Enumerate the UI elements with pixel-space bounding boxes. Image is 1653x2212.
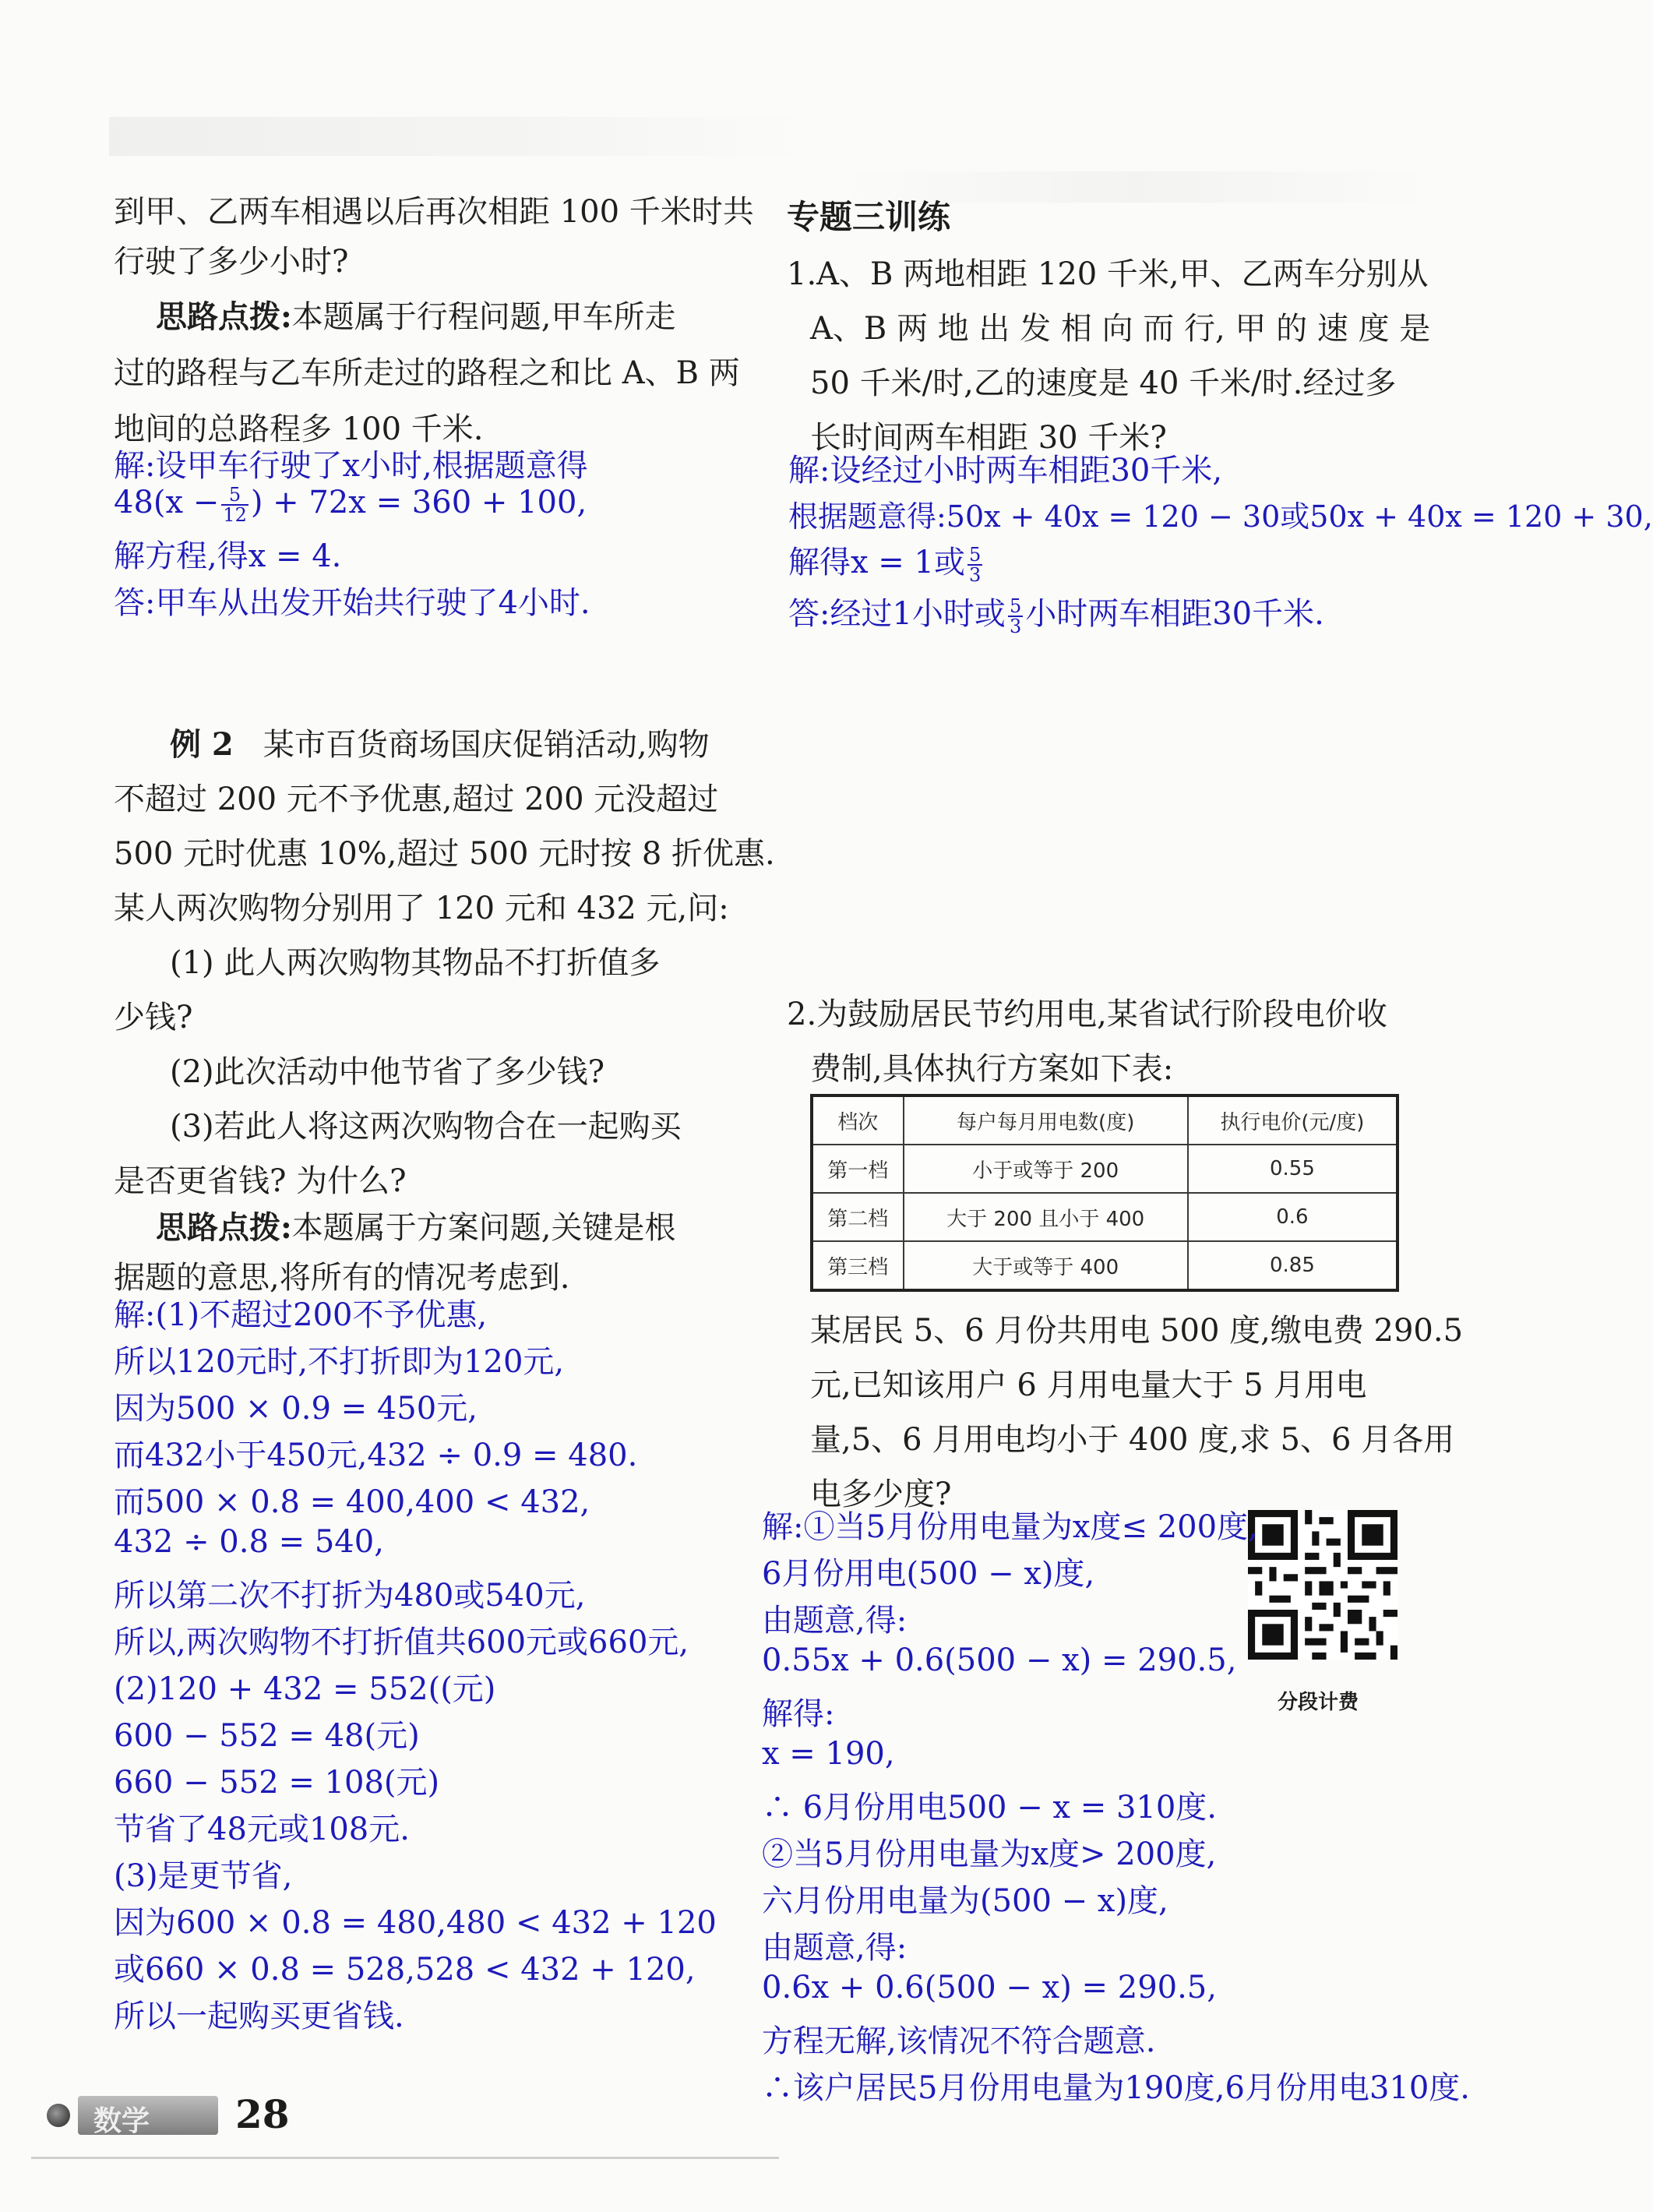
table-row	[812, 1193, 1397, 1241]
ans-q1-line-1: 解:设经过小时两车相距30千米,	[788, 453, 1223, 489]
table-cell: 大于或等于 400	[904, 1241, 1188, 1290]
table-header-row	[812, 1095, 1397, 1145]
ans-q2-line-5: 解得:	[762, 1696, 835, 1732]
hint1-line-3: 地间的总路程多 100 千米.	[114, 411, 484, 447]
ans2-line-14: 因为600 × 0.8 = 480,480 < 432 + 120	[114, 1905, 717, 1941]
frac-den: 12	[223, 504, 247, 526]
q2-line-1: 2.为鼓励居民节约用电,某省试行阶段电价收	[787, 997, 1387, 1032]
table-header: 执行电价(元/度)	[1188, 1095, 1397, 1145]
frac-num: 5	[221, 485, 248, 506]
hint1-label: 思路点拨:	[156, 298, 292, 335]
ans2-line-3: 因为500 × 0.9 = 450元,	[114, 1391, 478, 1427]
q2-more-line-3: 量,5、6 月用电均小于 400 度,求 5、6 月各用	[810, 1422, 1455, 1458]
frac-den: 3	[1009, 616, 1022, 637]
footer-bullet-icon	[47, 2104, 70, 2127]
q2-more-line-4: 电多少度?	[810, 1476, 952, 1512]
ans2-line-12: 节省了48元或108元.	[114, 1812, 410, 1847]
example2-text: 某市百货商场国庆促销活动,购物	[263, 727, 710, 763]
electricity-price-table	[810, 1094, 1399, 1292]
ans-q1-d-prefix: 答:经过1小时或	[788, 596, 1006, 632]
fraction-5-3-b	[1008, 597, 1023, 636]
ans-q1-line-3	[788, 538, 985, 584]
ans1-eq-prefix: 48(x −	[114, 485, 220, 520]
intro-line-1: 到甲、乙两车相遇以后再次相距 100 千米时共	[114, 194, 754, 230]
hint1-text: 本题属于行程问题,甲车所走	[291, 299, 676, 335]
example2-line-6: 少钱?	[114, 1000, 193, 1035]
frac-num: 5	[968, 544, 982, 566]
ans2-line-2: 所以120元时,不打折即为120元,	[114, 1344, 565, 1380]
hint1-line-1	[156, 292, 675, 337]
ans-q2-line-13: ∴该户居民5月份用电量为190度,6月份用电310度.	[762, 2070, 1471, 2106]
table-row	[812, 1145, 1397, 1193]
ans2-line-1: 解:(1)不超过200不予优惠,	[114, 1297, 488, 1333]
ans2-line-8: 所以,两次购物不打折值共600元或660元,	[114, 1625, 689, 1660]
ans-q2-line-9: 六月份用电量为(500 − x)度,	[762, 1883, 1168, 1919]
ans-q2-line-10: 由题意,得:	[762, 1930, 908, 1966]
table-cell: 第一档	[812, 1145, 904, 1193]
qr-caption: 分段计费	[1278, 1691, 1359, 1714]
frac-num: 5	[1009, 595, 1022, 617]
hint2-line-2: 据题的意思,将所有的情况考虑到.	[114, 1260, 570, 1296]
table-header: 档次	[812, 1095, 904, 1145]
q1-line-1: 1.A、B 两地相距 120 千米,甲、乙两车分别从	[787, 256, 1429, 292]
table-cell: 小于或等于 200	[904, 1145, 1188, 1193]
frac-den: 3	[968, 564, 982, 586]
hint2-text: 本题属于方案问题,关键是根	[291, 1210, 676, 1246]
ans-q1-d-suffix: 小时两车相距30千米.	[1025, 596, 1324, 632]
example2-line-9: 是否更省钱? 为什么?	[114, 1163, 407, 1199]
ans2-line-6: 432 ÷ 0.8 = 540,	[114, 1524, 384, 1560]
q2-more-line-2: 元,已知该用户 6 月用电量大于 5 月用电	[810, 1367, 1367, 1403]
ans-q2-line-4: 0.55x + 0.6(500 − x) = 290.5,	[762, 1642, 1237, 1678]
ans-q2-line-1: 解:①当5月份用电量为x度≤ 200度,	[762, 1509, 1258, 1545]
table-cell: 第三档	[812, 1241, 904, 1290]
hint2-label: 思路点拨:	[156, 1209, 292, 1246]
fraction-5-3	[967, 545, 982, 584]
footer-subject-tab	[78, 2096, 218, 2135]
ans2-line-9: (2)120 + 432 = 552((元)	[114, 1671, 496, 1707]
ans2-line-13: (3)是更节省,	[114, 1858, 293, 1894]
example2-line-3: 500 元时优惠 10%,超过 500 元时按 8 折优惠.	[114, 836, 775, 872]
ans-q2-line-3: 由题意,得:	[762, 1603, 908, 1639]
ans2-line-5: 而500 × 0.8 = 400,400 < 432,	[114, 1484, 590, 1520]
q1-line-3: 50 千米/时,乙的速度是 40 千米/时.经过多	[810, 365, 1397, 401]
ans2-line-15: 或660 × 0.8 = 528,528 < 432 + 120,	[114, 1952, 696, 1988]
table-header: 每户每月用电数(度)	[904, 1095, 1188, 1145]
ans-q2-line-7: ∴ 6月份用电500 − x = 310度.	[762, 1790, 1218, 1826]
example2-label: 例 2	[170, 726, 234, 763]
table-cell: 0.55	[1188, 1145, 1397, 1193]
section-title: 专题三训练	[787, 198, 951, 236]
ans2-line-4: 而432小于450元,432 ÷ 0.9 = 480.	[114, 1438, 638, 1473]
ans2-line-10: 600 − 552 = 48(元)	[114, 1718, 420, 1754]
ans1-eq-suffix: ) + 72x = 360 + 100,	[250, 485, 587, 520]
ans2-line-11: 660 − 552 = 108(元)	[114, 1765, 440, 1801]
ans-q2-line-11: 0.6x + 0.6(500 − x) = 290.5,	[762, 1970, 1217, 2006]
example2-line-7: (2)此次活动中他节省了多少钱?	[170, 1054, 605, 1090]
example2-line-5: (1) 此人两次购物其物品不打折值多	[170, 945, 661, 981]
example2-line-4: 某人两次购物分别用了 120 元和 432 元,问:	[114, 891, 729, 926]
example2-line-2: 不超过 200 元不予优惠,超过 200 元没超过	[114, 781, 719, 817]
table-row	[812, 1241, 1397, 1290]
ans2-line-16: 所以一起购买更省钱.	[114, 1999, 404, 2034]
table-cell: 0.6	[1188, 1193, 1397, 1241]
footer-divider	[31, 2157, 779, 2159]
q2-more-line-1: 某居民 5、6 月份共用电 500 度,缴电费 290.5	[810, 1313, 1464, 1349]
ans-q2-line-2: 6月份用电(500 − x)度,	[762, 1556, 1095, 1592]
ans-q2-line-8: ②当5月份用电量为x度> 200度,	[762, 1836, 1217, 1872]
q1-line-4: 长时间两车相距 30 千米?	[810, 420, 1167, 456]
qr-code-icon[interactable]	[1248, 1510, 1397, 1660]
ans1-line-3: 解方程,得x = 4.	[114, 538, 342, 574]
example2-line-8: (3)若此人将这两次购物合在一起购买	[170, 1109, 682, 1145]
ans-q1-line-2: 根据题意得:50x + 40x = 120 − 30或50x + 40x = 120 + 30,	[788, 499, 1653, 534]
hint1-line-2: 过的路程与乙车所走过的路程之和比 A、B 两	[114, 355, 740, 391]
table-cell: 0.85	[1188, 1241, 1397, 1290]
table-cell: 第二档	[812, 1193, 904, 1241]
q1-line-2: A、B 两 地 出 发 相 向 而 行, 甲 的 速 度 是	[810, 311, 1431, 347]
ans-q1-line-4	[788, 589, 1324, 636]
ans-q2-line-6: x = 190,	[762, 1736, 895, 1772]
ans1-line-4: 答:甲车从出发开始共行驶了4小时.	[114, 585, 590, 621]
ans-q1-c-prefix: 解得x = 1或	[788, 545, 965, 580]
intro-line-2: 行驶了多少小时?	[114, 244, 349, 280]
fraction-5-12	[221, 485, 248, 524]
faded-header-strip	[109, 117, 810, 156]
ans2-line-7: 所以第二次不打折为480或540元,	[114, 1578, 586, 1614]
q2-line-2: 费制,具体执行方案如下表:	[810, 1051, 1174, 1087]
ans1-line-1: 解:设甲车行驶了x小时,根据题意得	[114, 448, 588, 484]
ans1-line-2	[114, 485, 587, 524]
page-number: 28	[235, 2091, 290, 2137]
table-cell: 大于 200 且小于 400	[904, 1193, 1188, 1241]
footer-subject-label: 数学	[93, 2105, 150, 2137]
hint2-line-1	[156, 1203, 675, 1247]
ans-q2-line-12: 方程无解,该情况不符合题意.	[762, 2023, 1156, 2059]
example2-line-1	[170, 720, 710, 764]
